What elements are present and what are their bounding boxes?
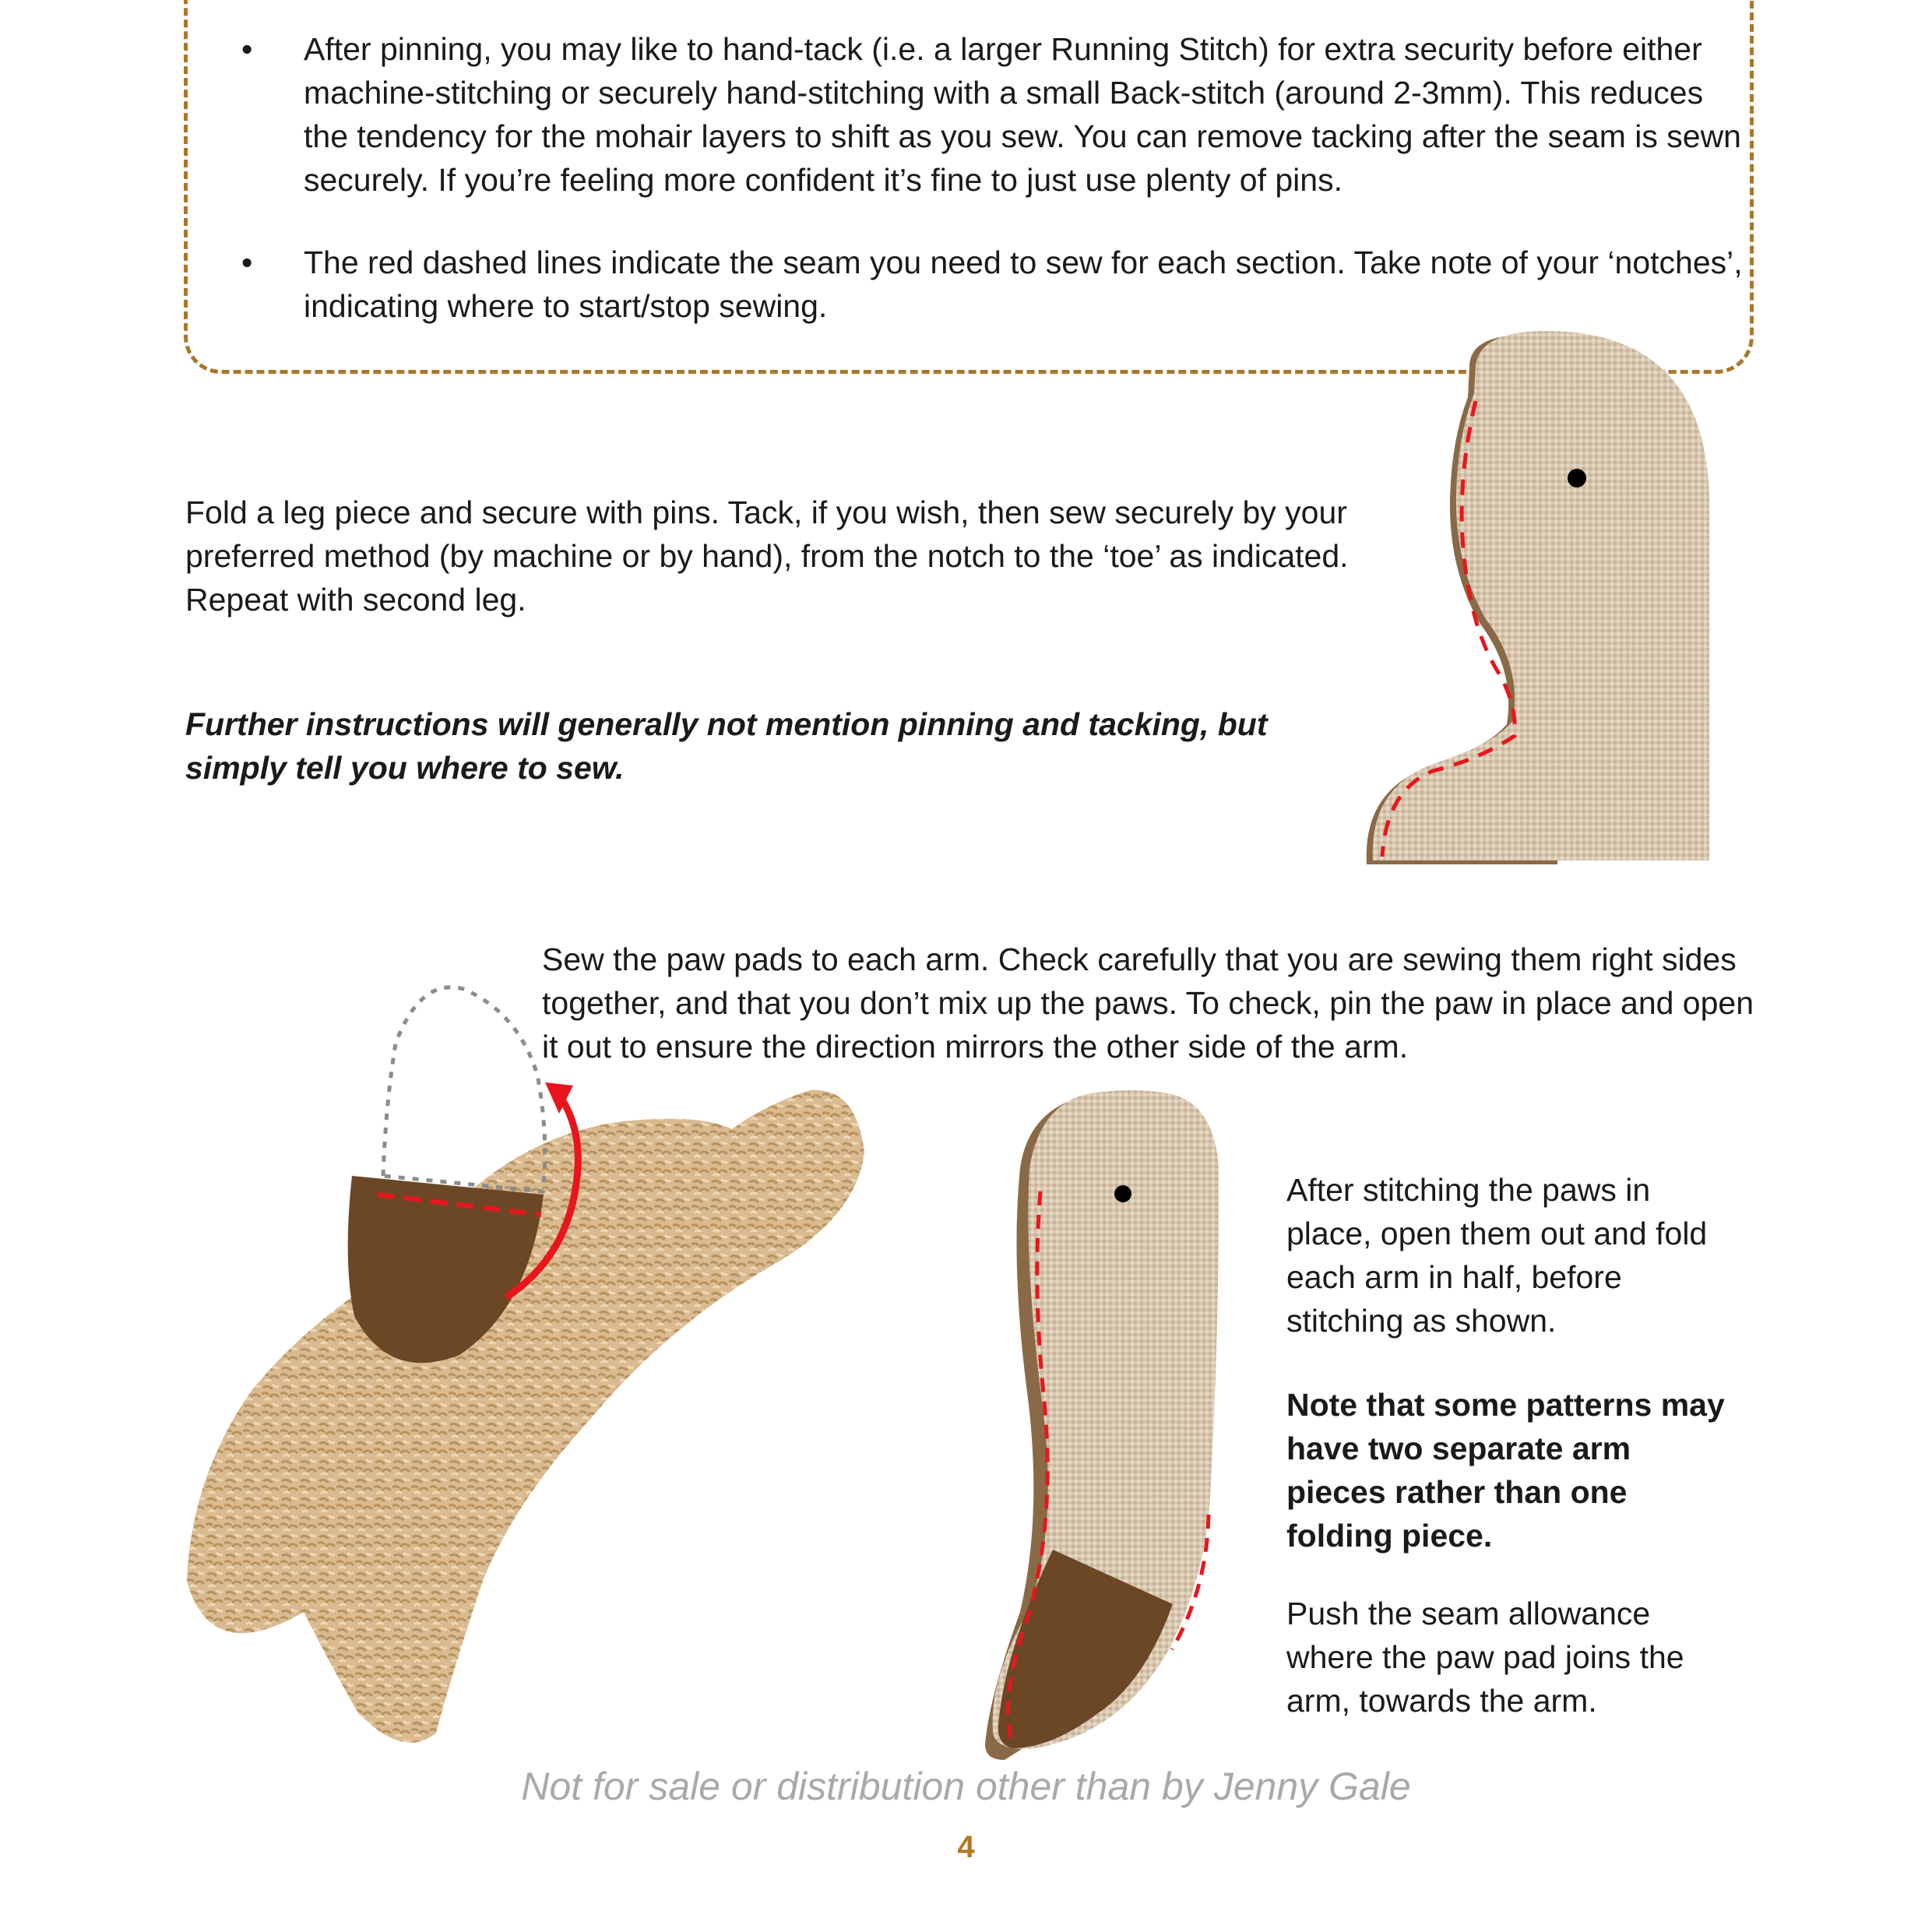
arm-with-paw-illustration — [187, 987, 864, 1743]
folded-arm-illustration — [985, 1090, 1219, 1760]
leg-instruction: Fold a leg piece and secure with pins. Tack, if you wish, then sew securely by your preferred method (by machine or by hand), from the notch to the ‘toe’ as indicated. Repeat with second leg. — [185, 494, 1349, 618]
arm-note: Note that some patterns may have two separate arm pieces rather than one folding piece. — [1286, 1387, 1725, 1554]
page-number: 4 — [957, 1830, 975, 1864]
notch-dot-icon — [1568, 469, 1586, 487]
bullet-icon: • — [241, 31, 253, 67]
bullet-icon: • — [241, 245, 253, 280]
tip-seam-lines-text: The red dashed lines indicate the seam you need to sew for each section. Take note of your ‘notches’, indicating where to start/stop sewing. — [304, 245, 1743, 324]
leg-piece — [1373, 331, 1709, 860]
leg-note: Further instructions will generally not mention pinning and tacking, but simply tell you where to sew. — [185, 706, 1268, 786]
arm-instruction: After stitching the paws in place, open them out and fold each arm in half, before stitching as shown. — [1286, 1172, 1708, 1339]
seam-allowance-tip: Push the seam allowance where the paw pad joins the arm, towards the arm. — [1286, 1596, 1684, 1719]
arm-notch-dot-icon — [1114, 1185, 1131, 1202]
leg-piece-illustration — [1367, 331, 1709, 864]
distribution-notice: Not for sale or distribution other than by Jenny Gale — [521, 1765, 1411, 1808]
tip-tacking-text: After pinning, you may like to hand-tack (i.e. a larger Running Stitch) for extra security before either machine-stitching or securely hand-stitching with a small Back-stitch (around 2-3mm). This reduces the tendency for the mohair layers to shift as you sew. You can remove tacking after the seam is sewn securely. If you’re feeling more confident it’s fine to just use plenty of pins. — [304, 31, 1741, 198]
paws-instruction: Sew the paw pads to each arm. Check carefully that you are sewing them right sides together, and that you don’t mix up the paws. To check, pin the paw in place and open it out to ensure the direction mirrors the other side of the arm. — [542, 941, 1754, 1065]
